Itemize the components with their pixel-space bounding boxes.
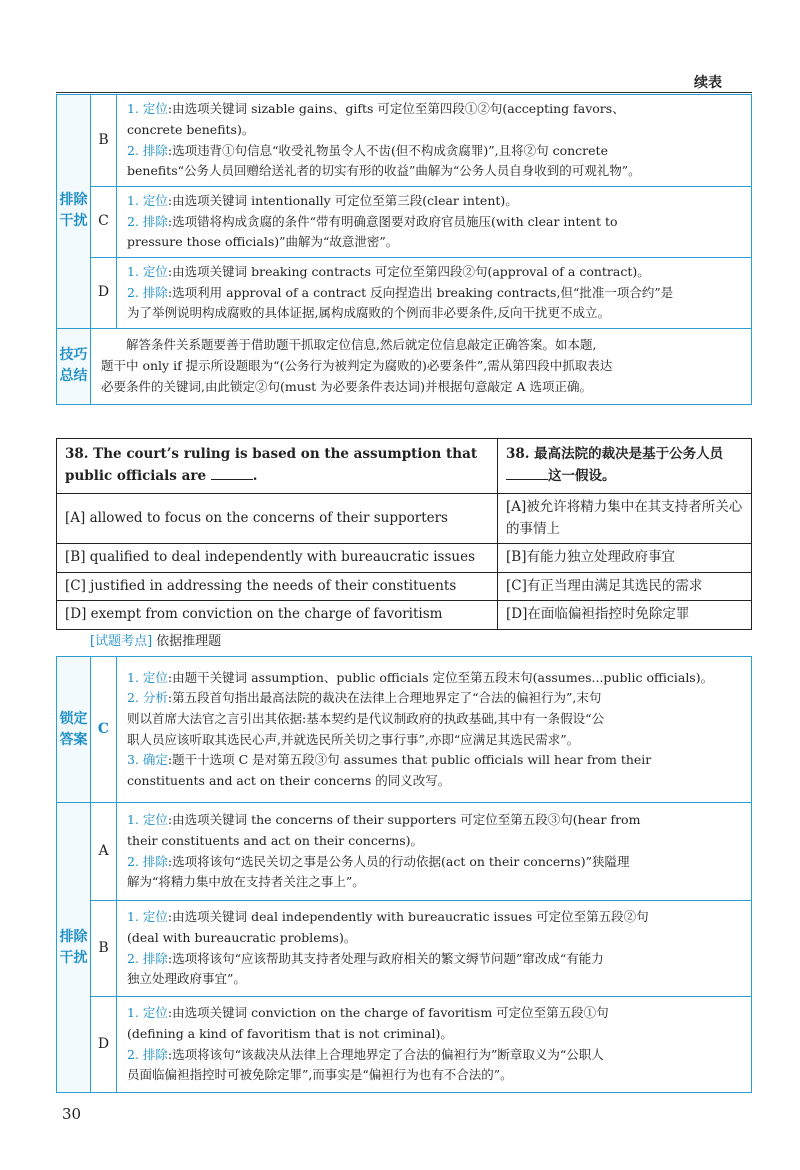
- step-keyword: 1. 定位: [127, 193, 168, 208]
- header-rule: [56, 92, 752, 93]
- analysis-text: 1. 定位:由选项关键词 intentionally 可定位至第三段(clear intent)。 2. 排除:选项错将构成贪腐的条件“带有明确意图要对政府官员施压(with clear intent to pressure those officials)”曲解为“故意泄密”。: [117, 187, 752, 258]
- question-stem-zh: 38. 最高法院的裁决是基于公务人员这一假设。: [498, 439, 752, 494]
- analysis-text: 1. 定位:由选项关键词 breaking contracts 可定位至第四段②句(approval of a contract)。 2. 排除:选项利用 approval of a contract 反向捏造出 breaking contracts,但“批准一项合约”是 为了举例说明构成腐败的具体证据,属构成腐败的个例而非必要条件,反向干扰更不成立。: [117, 257, 752, 328]
- step-keyword: 1. 定位: [127, 101, 168, 117]
- question-stem-row: [57, 439, 752, 494]
- step-keyword: 2. 排除: [127, 142, 168, 158]
- option-letter: B: [91, 901, 117, 997]
- exclude-label: 排除 干扰: [57, 803, 91, 1093]
- key-point: [90, 630, 221, 649]
- table-row: [57, 997, 752, 1093]
- option-row: [57, 572, 752, 601]
- step-keyword: 2. 排除: [127, 853, 168, 869]
- table-row: [57, 901, 752, 997]
- option-b-zh: [B]有能力独立处理政府事宜: [498, 544, 752, 573]
- analysis-text: 1. 定位:由选项关键词 sizable gains、gifts 可定位至第四段①②句(accepting favors、 concrete benefits)。 2. 排除:选项违背①句信息“收受礼物虽令人不齿(但不构成贪腐罪)”,且将②句 concrete benefits“公务人员回赠给送礼者的切实有形的收益”曲解为“公务人员自身收到的可观礼物”。: [117, 95, 752, 187]
- option-letter: B: [91, 95, 117, 187]
- table-row: [57, 95, 752, 187]
- table-row: [57, 257, 752, 328]
- question-table: [56, 438, 752, 630]
- summary-text: 解答条件关系题要善于借助题干抓取定位信息,然后就定位信息敲定正确答案。如本题, 题干中 only if 提示所设题眼为“(公务行为被判定为腐败的)必要条件”,需从第四段中抓取表达 必要条件的关键词,由此锁定②句(must 为必要条件表达词)并根据句意敲定 A 选项正确。: [91, 328, 752, 404]
- option-letter: C: [91, 187, 117, 258]
- option-d-en: [D] exempt from conviction on the charge of favoritism: [57, 601, 498, 630]
- step-keyword: 3. 确定: [127, 752, 168, 768]
- option-row: [57, 544, 752, 573]
- option-letter: D: [91, 257, 117, 328]
- answer-analysis: 1. 定位:由题干关键词 assumption、public officials 定位至第五段末句(assumes...public officials)。 2. 分析:第五段首句指出最高法院的裁决在法律上合理地界定了“合法的偏袒行为”,末句 则以首席大法官之言引出其依据:基本契约是代议制政府的执政基础,其中有一条假设“公 职人员应该听取其选民心声,并就选民所关切之事行事”,亦即“应满足其选民需求”。 3. 确定:题干十选项 C 是对第五段③句 assumes that public officials will hear from their constituents and act on their concerns 的同义改写。: [117, 657, 752, 803]
- page-number: 30: [62, 1105, 82, 1123]
- step-keyword: 2. 排除: [127, 1046, 168, 1062]
- top-analysis-table: [56, 94, 752, 405]
- step-keyword: 1. 定位: [127, 669, 168, 685]
- analysis-text: 1. 定位:由选项关键词 deal independently with bureaucratic issues 可定位至第五段②句 (deal with bureaucratic problems)。 2. 排除:选项将该句“应该帮助其支持者处理与政府相关的繁文缛节问题”窜改成“有能力 独立处理政府事宜”。: [117, 901, 752, 997]
- step-keyword: 1. 定位: [127, 909, 168, 925]
- question-stem-en: 38. The court’s ruling is based on the assumption that public officials are .: [57, 439, 498, 494]
- step-keyword: 1. 定位: [127, 812, 168, 828]
- analysis-text: 1. 定位:由选项关键词 the concerns of their supporters 可定位至第五段③句(hear from their constituents and act on their concerns)。 2. 排除:选项将该句“选民关切之事是公务人员的行动依据(act on their concerns)”狭隘理 解为“将精力集中放在支持者关注之事上”。: [117, 803, 752, 901]
- exclude-label: 排除 干扰: [57, 95, 91, 329]
- step-keyword: 1. 定位: [127, 263, 168, 279]
- option-d-zh: [D]在面临偏袒指控时免除定罪: [498, 601, 752, 630]
- key-point-tag: [试题考点]: [90, 634, 153, 649]
- option-letter: A: [91, 803, 117, 901]
- option-c-zh: [C]有正当理由满足其选民的需求: [498, 572, 752, 601]
- table-row: [57, 657, 752, 803]
- step-keyword: 2. 分析: [127, 690, 168, 706]
- analysis-text: 1. 定位:由选项关键词 conviction on the charge of favoritism 可定位至第五段①句 (defining a kind of favoritism that is not criminal)。 2. 排除:选项将该句“该裁决从法律上合理地界定了合法的偏袒行为”断章取义为“公职人 员面临偏袒指控时可被免除定罪”,而事实是“偏袒行为也有不合法的”。: [117, 997, 752, 1093]
- option-row: [57, 601, 752, 630]
- option-a-zh: [A]被允许将精力集中在其支持者所关心的事情上: [498, 494, 752, 544]
- bottom-analysis-table: [56, 656, 752, 1093]
- key-point-text: 依据推理题: [156, 634, 222, 649]
- table-row: [57, 328, 752, 404]
- table-row: [57, 803, 752, 901]
- step-keyword: 1. 定位: [127, 1005, 168, 1021]
- answer-option: C: [91, 657, 117, 803]
- option-letter: D: [91, 997, 117, 1093]
- step-keyword: 2. 排除: [127, 284, 168, 300]
- answer-label: 锁定 答案: [57, 657, 91, 803]
- step-keyword: 2. 排除: [127, 950, 168, 966]
- continued-label: 续表: [694, 75, 722, 91]
- option-row: [57, 494, 752, 544]
- summary-label: 技巧 总结: [57, 328, 91, 404]
- option-c-en: [C] justified in addressing the needs of their constituents: [57, 572, 498, 601]
- option-a-en: [A] allowed to focus on the concerns of their supporters: [57, 494, 498, 544]
- table-row: [57, 187, 752, 258]
- option-b-en: [B] qualified to deal independently with bureaucratic issues: [57, 544, 498, 573]
- step-keyword: 2. 排除: [127, 213, 168, 229]
